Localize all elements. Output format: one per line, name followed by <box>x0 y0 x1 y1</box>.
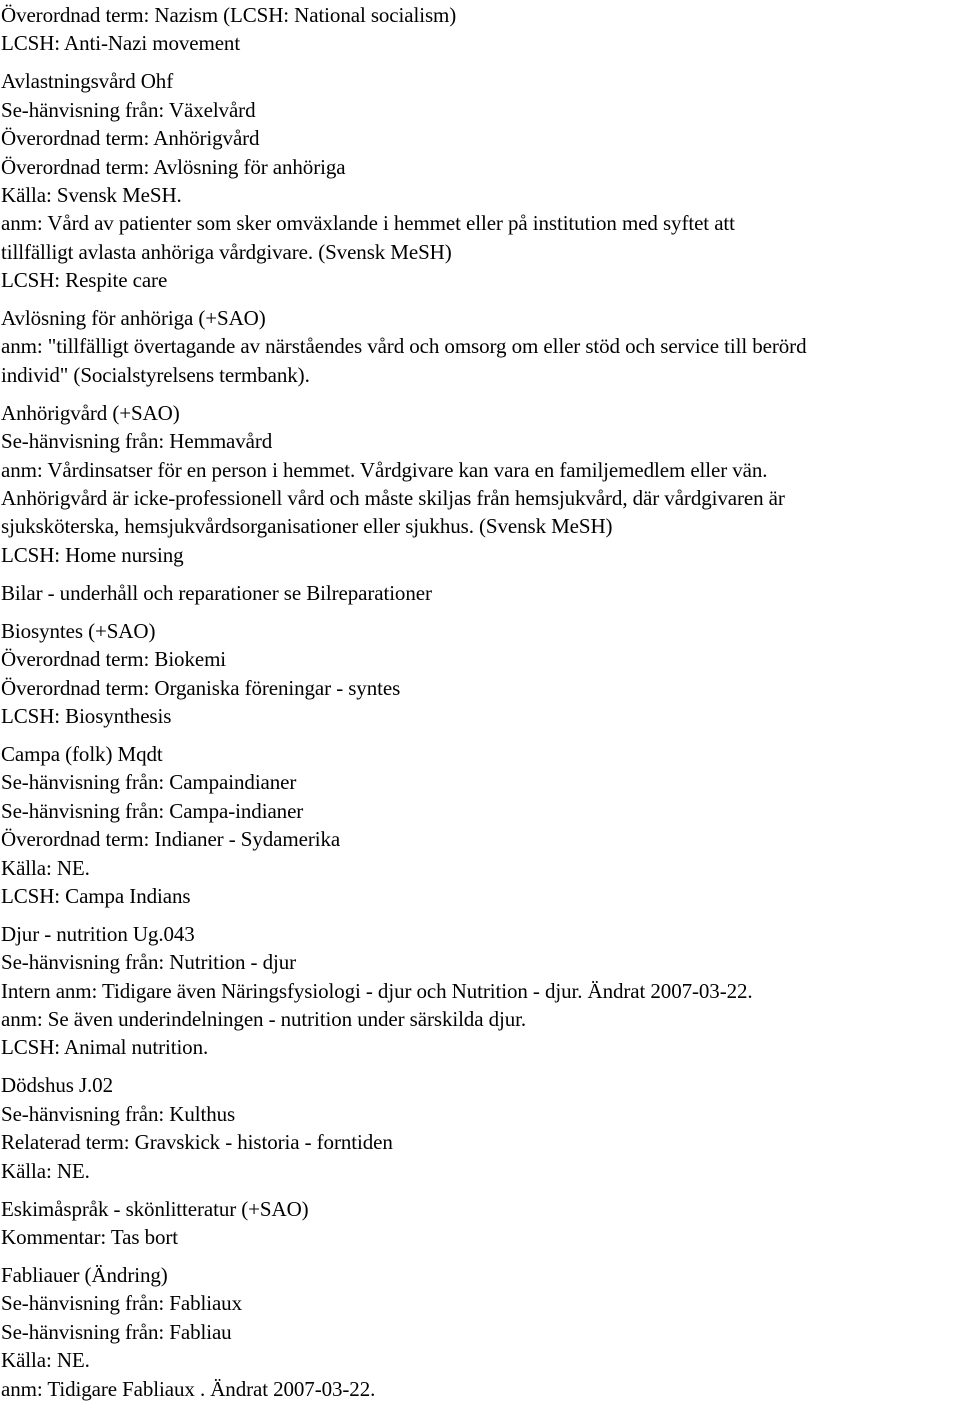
entry-heading: Bilar - underhåll och reparationer se Bilreparationer <box>1 580 432 605</box>
entry-line: Se-hänvisning från: Campa-indianer <box>1 798 304 823</box>
entry-heading: Campa (folk) Mqdt <box>1 741 163 766</box>
thesaurus-entry <box>1 399 960 569</box>
entry-heading: Anhörigvård (+SAO) <box>1 400 180 425</box>
entry-line: Överordnad term: Indianer - Sydamerika <box>1 827 341 852</box>
entry-line: Överordnad term: Avlösning för anhöriga <box>1 154 346 179</box>
entry-line: Se-hänvisning från: Fabliau <box>1 1319 232 1344</box>
entry-line: sjuksköterska, hemsjukvårdsorganisationer eller sjukhus. (Svensk MeSH) <box>1 514 613 539</box>
thesaurus-entry <box>1 1261 960 1403</box>
thesaurus-entry <box>1 920 960 1062</box>
thesaurus-entry <box>1 1071 960 1185</box>
thesaurus-entry <box>1 579 960 607</box>
entry-line: tillfälligt avlasta anhöriga vårdgivare. (Svensk MeSH) <box>1 239 452 264</box>
entry-line: Kommentar: Tas bort <box>1 1224 179 1249</box>
entry-heading: Biosyntes (+SAO) <box>1 618 156 643</box>
entry-line: Se-hänvisning från: Fabliaux <box>1 1291 242 1316</box>
entry-line: Se-hänvisning från: Campaindianer <box>1 770 297 795</box>
entry-line: Se-hänvisning från: Nutrition - djur <box>1 950 297 975</box>
entry-line: LCSH: Campa Indians <box>1 883 191 908</box>
entry-heading: Avlösning för anhöriga (+SAO) <box>1 306 266 331</box>
entry-heading: Djur - nutrition Ug.043 <box>1 921 195 946</box>
thesaurus-entry <box>1 617 960 731</box>
entry-line: Överordnad term: Anhörigvård <box>1 126 260 151</box>
entry-heading: Eskimåspråk - skönlitteratur (+SAO) <box>1 1196 309 1221</box>
entry-heading: Fabliauer (Ändring) <box>1 1262 168 1287</box>
entry-line: Källa: Svensk MeSH. <box>1 182 182 207</box>
entry-line: anm: Se även underindelningen - nutrition under särskilda djur. <box>1 1007 526 1032</box>
thesaurus-entry <box>1 1 960 58</box>
entry-line: LCSH: Animal nutrition. <box>1 1035 209 1060</box>
entry-line: Källa: NE. <box>1 1348 90 1373</box>
thesaurus-entry <box>1 67 960 294</box>
entry-line: anm: Tidigare Fabliaux . Ändrat 2007-03-22. <box>1 1376 376 1401</box>
entry-line: LCSH: Anti-Nazi movement <box>1 31 241 56</box>
entry-line: Överordnad term: Organiska föreningar - syntes <box>1 675 401 700</box>
entry-line: anm: "tillfälligt övertagande av närståendes vård och omsorg om eller stöd och service till berörd <box>1 334 807 359</box>
entry-line: Intern anm: Tidigare även Näringsfysiologi - djur och Nutrition - djur. Ändrat 2007-03-22. <box>1 978 753 1003</box>
entry-heading: Avlastningsvård Ohf <box>1 69 174 94</box>
entry-line: individ" (Socialstyrelsens termbank). <box>1 362 310 387</box>
entry-line: LCSH: Home nursing <box>1 542 184 567</box>
entry-line: Anhörigvård är icke-professionell vård och måste skiljas från hemsjukvård, där vårdgivaren är <box>1 486 785 511</box>
entry-line: Se-hänvisning från: Kulthus <box>1 1101 236 1126</box>
entry-line: Se-hänvisning från: Växelvård <box>1 97 256 122</box>
entry-line: anm: Vård av patienter som sker omväxlande i hemmet eller på institution med syftet att <box>1 211 735 236</box>
entry-heading: Överordnad term: Nazism (LCSH: National socialism) <box>1 3 457 27</box>
entry-heading: Dödshus J.02 <box>1 1073 113 1098</box>
entry-line: Källa: NE. <box>1 855 90 880</box>
thesaurus-entry <box>1 740 960 910</box>
entry-line: Överordnad term: Biokemi <box>1 647 227 672</box>
entry-line: LCSH: Biosynthesis <box>1 703 172 728</box>
entry-line: Relaterad term: Gravskick - historia - forntiden <box>1 1130 393 1155</box>
entry-line: anm: Vårdinsatser för en person i hemmet. Vårdgivare kan vara en familjemedlem eller vän. <box>1 457 768 482</box>
entry-line: LCSH: Respite care <box>1 268 168 293</box>
thesaurus-entry <box>1 304 960 389</box>
entry-line: Se-hänvisning från: Hemmavård <box>1 429 273 454</box>
thesaurus-entry <box>1 1195 960 1252</box>
entry-line: Källa: NE. <box>1 1158 90 1183</box>
